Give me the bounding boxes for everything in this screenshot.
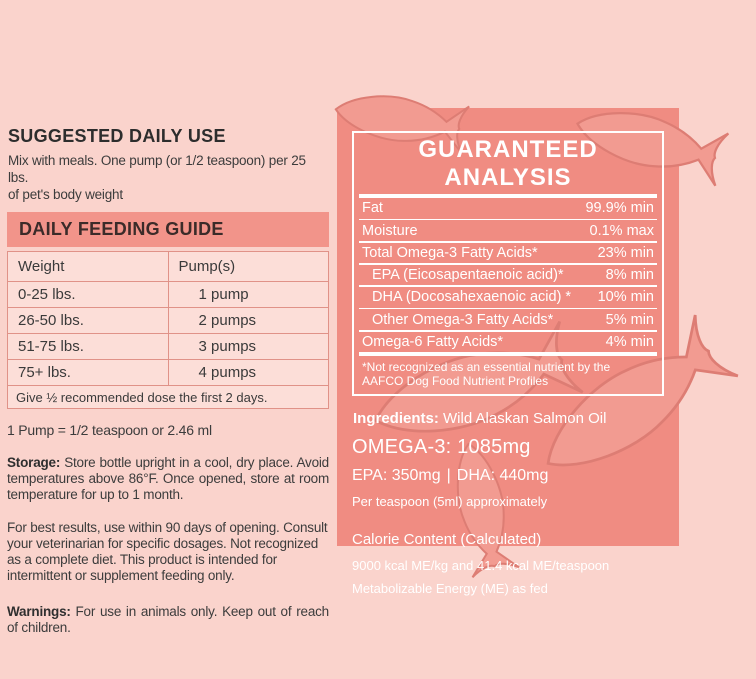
storage-text: Store bottle upright in a cool, dry place. Avoid temperatures above 86°F. Once opened, store at room temperature for up to 1 month. bbox=[7, 455, 329, 502]
analysis-row-total-omega3 bbox=[354, 243, 662, 264]
table-row bbox=[8, 308, 329, 334]
feeding-guide-table bbox=[7, 251, 329, 409]
nutrient-label: Fat bbox=[362, 200, 383, 217]
nutrient-label: EPA (Eicosapentaenoic acid)* bbox=[372, 267, 564, 284]
warnings-paragraph bbox=[7, 604, 329, 636]
weight-cell: 0-25 lbs. bbox=[8, 282, 169, 308]
analysis-row-fat bbox=[354, 198, 662, 219]
per-teaspoon-note: Per teaspoon (5ml) approximately bbox=[352, 494, 548, 510]
daily-feeding-guide-header: DAILY FEEDING GUIDE bbox=[7, 212, 329, 247]
table-note-row bbox=[8, 386, 329, 409]
analysis-row-other-omega3 bbox=[354, 309, 662, 330]
calorie-kcal-line: 9000 kcal ME/kg and 41.4 kcal ME/teaspoon bbox=[352, 558, 610, 574]
panel-content bbox=[337, 108, 679, 596]
nutrient-value: 10% min bbox=[597, 289, 654, 306]
column-header-pumps: Pump(s) bbox=[168, 252, 329, 282]
epa-amount: EPA: 350mg bbox=[352, 467, 441, 485]
analysis-row-moisture bbox=[354, 220, 662, 241]
guaranteed-analysis-box bbox=[352, 131, 664, 396]
aafco-footnote: *Not recognized as an essential nutrient by the AAFCO Dog Food Nutrient Profiles bbox=[362, 360, 611, 389]
storage-paragraph bbox=[7, 455, 329, 503]
nutrient-label: DHA (Docosahexaenoic acid) * bbox=[372, 289, 572, 306]
column-header-weight: Weight bbox=[8, 252, 169, 282]
half-dose-note: Give ½ recommended dose the first 2 days. bbox=[8, 386, 329, 409]
nutrient-value: 4% min bbox=[605, 334, 654, 351]
nutrient-value: 5% min bbox=[605, 311, 654, 328]
separator-bar: | bbox=[446, 467, 451, 485]
table-row bbox=[8, 334, 329, 360]
analysis-row-dha bbox=[354, 287, 662, 308]
table-row bbox=[8, 360, 329, 386]
weight-cell: 51-75 lbs. bbox=[8, 334, 169, 360]
weight-cell: 75+ lbs. bbox=[8, 360, 169, 386]
analysis-row-omega6 bbox=[354, 332, 662, 353]
nutrient-value: 0.1% max bbox=[589, 222, 654, 239]
suggested-daily-use-line1: Mix with meals. One pump (or 1/2 teaspoon) per 25 lbs. bbox=[8, 153, 306, 185]
ingredients-value: Wild Alaskan Salmon Oil bbox=[438, 410, 607, 428]
analysis-row-epa bbox=[354, 265, 662, 286]
nutrient-value: 8% min bbox=[605, 267, 654, 284]
nutrient-label: Total Omega-3 Fatty Acids* bbox=[362, 244, 538, 261]
pumps-cell: 1 pump bbox=[168, 282, 329, 308]
pumps-cell: 2 pumps bbox=[168, 308, 329, 334]
guaranteed-analysis-title: GUARANTEED ANALYSIS bbox=[418, 136, 598, 191]
best-results-paragraph: For best results, use within 90 days of opening. Consult your veterinarian for specific dosages. Not recognized as a complete diet. This product is intended for intermittent or supplement feeding only. bbox=[7, 520, 328, 583]
table-header-row bbox=[8, 252, 329, 282]
nutrient-value: 23% min bbox=[597, 244, 654, 261]
suggested-daily-use-title: SUGGESTED DAILY USE bbox=[8, 126, 226, 146]
ingredients-line bbox=[352, 410, 664, 427]
metabolizable-energy-line: Metabolizable Energy (ME) as fed bbox=[352, 581, 548, 597]
usage-column bbox=[7, 126, 329, 636]
omega3-total: OMEGA-3: 1085mg bbox=[352, 436, 531, 459]
guaranteed-analysis-panel bbox=[337, 108, 679, 597]
dha-amount: DHA: 440mg bbox=[456, 467, 549, 485]
storage-label: Storage: bbox=[7, 455, 61, 470]
nutrient-label: Moisture bbox=[362, 222, 418, 239]
pump-equivalence-note: 1 Pump = 1/2 teaspoon or 2.46 ml bbox=[7, 422, 212, 438]
calorie-content-title: Calorie Content (Calculated) bbox=[352, 531, 542, 549]
warnings-text: For use in animals only. Keep out of reach of children. bbox=[7, 604, 329, 635]
nutrient-label: Omega-6 Fatty Acids* bbox=[362, 334, 504, 351]
nutrient-value: 99.9% min bbox=[585, 200, 654, 217]
ingredients-label: Ingredients: bbox=[353, 410, 439, 428]
pumps-cell: 3 pumps bbox=[168, 334, 329, 360]
warnings-label: Warnings: bbox=[7, 604, 71, 619]
table-row bbox=[8, 282, 329, 308]
epa-dha-line bbox=[352, 467, 664, 485]
pumps-cell: 4 pumps bbox=[168, 360, 329, 386]
nutrient-label: Other Omega-3 Fatty Acids* bbox=[372, 311, 554, 328]
weight-cell: 26-50 lbs. bbox=[8, 308, 169, 334]
suggested-daily-use-line2: of pet's body weight bbox=[8, 187, 123, 202]
